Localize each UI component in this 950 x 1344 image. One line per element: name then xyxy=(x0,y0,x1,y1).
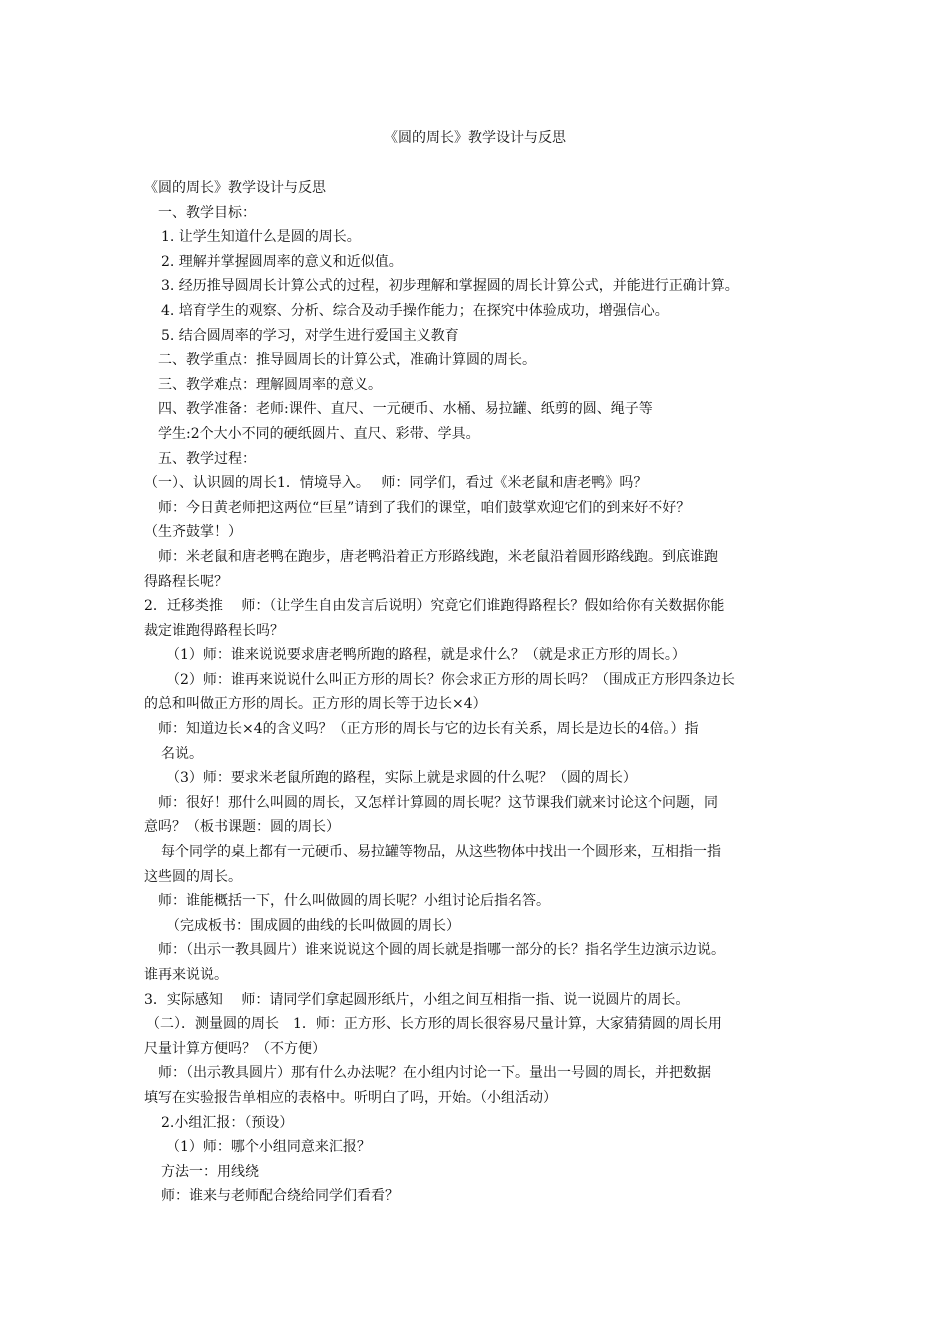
paragraph-line: 填写在实验报告单相应的表格中。听明白了吗，开始。（小组活动） xyxy=(144,1089,557,1106)
paragraph-line: （1）师：哪个小组同意来汇报？ xyxy=(166,1139,371,1156)
paragraph-line: 方法一：用线绕 xyxy=(161,1163,259,1180)
paragraph-line: 这些圆的周长。 xyxy=(144,868,242,885)
document-title: 《圆的周长》教学设计与反思 xyxy=(384,130,566,146)
paragraph-line: （1）师：谁来说说要求唐老鸭所跑的路程，就是求什么？（就是求正方形的周长。） xyxy=(166,647,686,664)
paragraph-line: 谁再来说说。 xyxy=(144,967,228,983)
paragraph-line: 师：今日黄老师把这两位“巨星”请到了我们的课堂，咱们鼓掌欢迎它们的到来好不好？ xyxy=(158,499,691,516)
paragraph-line: （3）师：要求米老鼠所跑的路程，实际上就是求圆的什么呢？（圆的周长） xyxy=(166,770,637,787)
paragraph-line: 师：知道边长×4的含义吗？（正方形的周长与它的边长有关系，周长是边长的4倍。）指 xyxy=(158,721,699,738)
paragraph-line: 师：很好！那什么叫圆的周长，又怎样计算圆的周长呢？这节课我们就来讨论这个问题，同 xyxy=(158,794,718,811)
paragraph-line: 师：（出示一教具圆片）谁来说说这个圆的周长就是指哪一部分的长？指名学生边演示边说。 xyxy=(158,942,725,959)
paragraph-line: （2）师：谁再来说说什么叫正方形的周长？你会求正方形的周长吗？（围成正方形四条边长 xyxy=(166,671,735,688)
paragraph-line: 五、教学过程： xyxy=(158,450,256,467)
paragraph-line: （二）．测量圆的周长 1．师：正方形、长方形的周长很容易尺量计算，大家猜猜圆的周长用 xyxy=(146,1016,722,1033)
paragraph-line: 裁定谁跑得路程长吗？ xyxy=(144,622,284,639)
paragraph-line: 3．实际感知 师：请同学们拿起圆形纸片，小组之间互相指一指、说一说圆片的周长。 xyxy=(144,991,690,1008)
paragraph-line: 尺量计算方便吗？（不方便） xyxy=(144,1040,326,1057)
list-item: 5. 结合圆周率的学习，对学生进行爱国主义教育 xyxy=(161,327,459,344)
paragraph-line: 二、教学重点：推导圆周长的计算公式，准确计算圆的周长。 xyxy=(158,352,536,369)
list-item: 3. 经历推导圆周长计算公式的过程，初步理解和掌握圆的周长计算公式，并能进行正确计算。 xyxy=(161,278,739,295)
paragraph-line: 三、教学难点：理解圆周率的意义。 xyxy=(158,376,382,393)
paragraph-line: （完成板书：围成圆的曲线的长叫做圆的周长） xyxy=(166,917,460,934)
paragraph-line: 每个同学的桌上都有一元硬币、易拉罐等物品，从这些物体中找出一个圆形来，互相指一指 xyxy=(161,844,721,861)
paragraph-line: 师：（出示教具圆片）那有什么办法呢？在小组内讨论一下。量出一号圆的周长，并把数据 xyxy=(158,1065,711,1082)
list-item: 2. 理解并掌握圆周率的意义和近似值。 xyxy=(161,253,403,270)
paragraph-line: 名说。 xyxy=(161,745,203,762)
section-heading: 《圆的周长》教学设计与反思 xyxy=(144,180,326,196)
document-body xyxy=(144,176,824,1209)
paragraph-line: 的总和叫做正方形的周长。正方形的周长等于边长×4） xyxy=(144,696,487,713)
paragraph-line: 2．迁移类推 师：（让学生自由发言后说明）究竟它们谁跑得路程长？假如给你有关数据你能 xyxy=(144,598,725,615)
paragraph-line: 2.小组汇报：（预设） xyxy=(161,1114,294,1131)
paragraph-line: 四、教学准备：老师:课件、直尺、一元硬币、水桶、易拉罐、纸剪的圆、绳子等 xyxy=(158,401,653,418)
paragraph-line: 得路程长呢？ xyxy=(144,573,228,590)
paragraph-line: （生齐鼓掌！） xyxy=(144,524,242,541)
list-item: 1. 让学生知道什么是圆的周长。 xyxy=(161,229,361,246)
paragraph-line: 意吗？（板书课题：圆的周长） xyxy=(144,819,340,836)
paragraph-line: 师：谁能概括一下，什么叫做圆的周长呢？小组讨论后指名答。 xyxy=(158,893,550,910)
paragraph-line: 一、教学目标： xyxy=(158,204,256,221)
paragraph-line: （一）、认识圆的周长1．情境导入。 师：同学们，看过《米老鼠和唐老鸭》吗？ xyxy=(144,475,648,492)
paragraph-line: 学生:2个大小不同的硬纸圆片、直尺、彩带、学具。 xyxy=(158,425,480,442)
list-item: 4. 培育学生的观察、分析、综合及动手操作能力；在探究中体验成功，增强信心。 xyxy=(161,302,669,319)
paragraph-line: 师：米老鼠和唐老鸭在跑步，唐老鸭沿着正方形路线跑，米老鼠沿着圆形路线跑。到底谁跑 xyxy=(158,548,718,565)
paragraph-line: 师：谁来与老师配合绕给同学们看看？ xyxy=(161,1188,399,1205)
